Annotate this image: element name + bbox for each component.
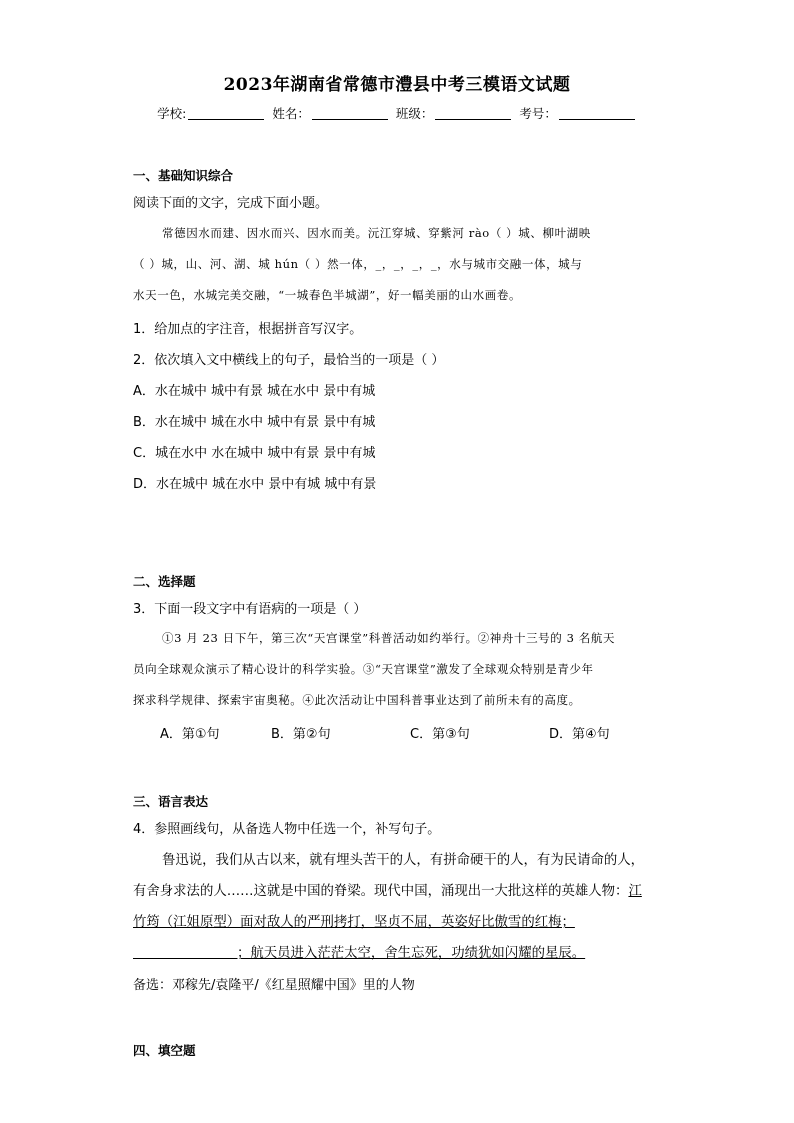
q3-option-b[interactable]: B．第②句: [271, 727, 331, 742]
q2-option-b[interactable]: B．水在城中 城在水中 城中有景 景中有城: [133, 415, 376, 430]
passage-3-line-2-text: 有舍身求法的人……这就是中国的脊梁。现代中国，涌现出一大批这样的英雄人物：: [133, 884, 629, 899]
class-label: 班级：: [395, 106, 434, 121]
name-label: 姓名：: [272, 106, 310, 121]
name-blank[interactable]: [312, 107, 388, 120]
question-3: 3．下面一段文字中有语病的一项是（ ）: [133, 602, 367, 617]
passage-3-line-1: 鲁迅说，我们从古以来，就有埋头苦干的人，有拼命硬干的人，有为民请命的人，: [162, 853, 645, 868]
section-2-heading: 二、选择题: [133, 574, 196, 589]
q3-option-d[interactable]: D．第④句: [549, 727, 610, 742]
section-1-heading: 一、基础知识综合: [133, 168, 234, 183]
question-2: 2．依次填入文中横线上的句子，最恰当的一项是（ ）: [133, 353, 445, 368]
section-3-heading: 三、语言表达: [133, 794, 209, 809]
section-1-instruction: 阅读下面的文字，完成下面小题。: [133, 196, 329, 211]
q2-option-d[interactable]: D．水在城中 城在水中 景中有城 城中有景: [133, 477, 377, 492]
exam-number-blank[interactable]: [559, 107, 635, 120]
q3-option-c[interactable]: C．第③句: [410, 727, 470, 742]
passage-2-line-3: 探求科学规律、探索宇宙奥秘。④此次活动让中国科普事业达到了前所未有的高度。: [133, 693, 581, 707]
exam-title: 2023年湖南省常德市澧县中考三模语文试题: [223, 75, 571, 95]
question-4: 4．参照画线句，从备选人物中任选一个，补写句子。: [133, 822, 441, 837]
passage-3-line-2: [133, 880, 642, 899]
underlined-sentence-end: ；航天员进入茫茫太空，舍生忘死，功绩犹如闪耀的星辰。: [237, 946, 586, 961]
underlined-sentence: 竹筠（江姐原型）面对敌人的严刑拷打，坚贞不屈，英姿好比傲雪的红梅；: [133, 915, 575, 930]
q2-option-a[interactable]: A．水在城中 城中有景 城在水中 景中有城: [133, 384, 376, 399]
passage-1-line-3: 水天一色，水城完美交融，“一城春色半城湖”，好一幅美丽的山水画卷。: [133, 288, 522, 302]
exam-number-label: 考号：: [519, 106, 557, 121]
answer-blank[interactable]: [133, 946, 237, 959]
passage-2-line-2: 员向全球观众演示了精心设计的科学实验。③“天宫课堂”激发了全球观众特别是青少年: [133, 662, 594, 676]
q3-option-a[interactable]: A．第①句: [160, 727, 220, 742]
school-blank[interactable]: [188, 107, 264, 120]
passage-1-line-2: （ ）城，山、河、湖、城 hún（ ）然一体，_，_，_，_，水与城市交融一体，城与: [133, 257, 583, 271]
school-label: 学校:: [157, 106, 187, 121]
section-4-heading: 四、填空题: [133, 1043, 196, 1058]
passage-1-line-1: 常德因水而建、因水而兴、因水而美。沅江穿城、穿紫河 rào（ ）城、柳叶湖映: [162, 226, 591, 240]
student-info-line: [0, 104, 794, 122]
underlined-sentence-start: 江: [628, 884, 642, 899]
passage-2-line-1: ①3 月 23 日下午，第三次“天宫课堂”科普活动如约举行。②神舟十三号的 3 名航天: [162, 631, 616, 645]
question-1: 1．给加点的字注音，根据拼音写汉字。: [133, 322, 363, 337]
passage-3-line-4: [133, 942, 585, 961]
q2-option-c[interactable]: C．城在水中 水在城中 城中有景 景中有城: [133, 446, 376, 461]
candidate-list: 备选：邓稼先/袁隆平/《红星照耀中国》里的人物: [133, 978, 415, 993]
class-blank[interactable]: [435, 107, 511, 120]
